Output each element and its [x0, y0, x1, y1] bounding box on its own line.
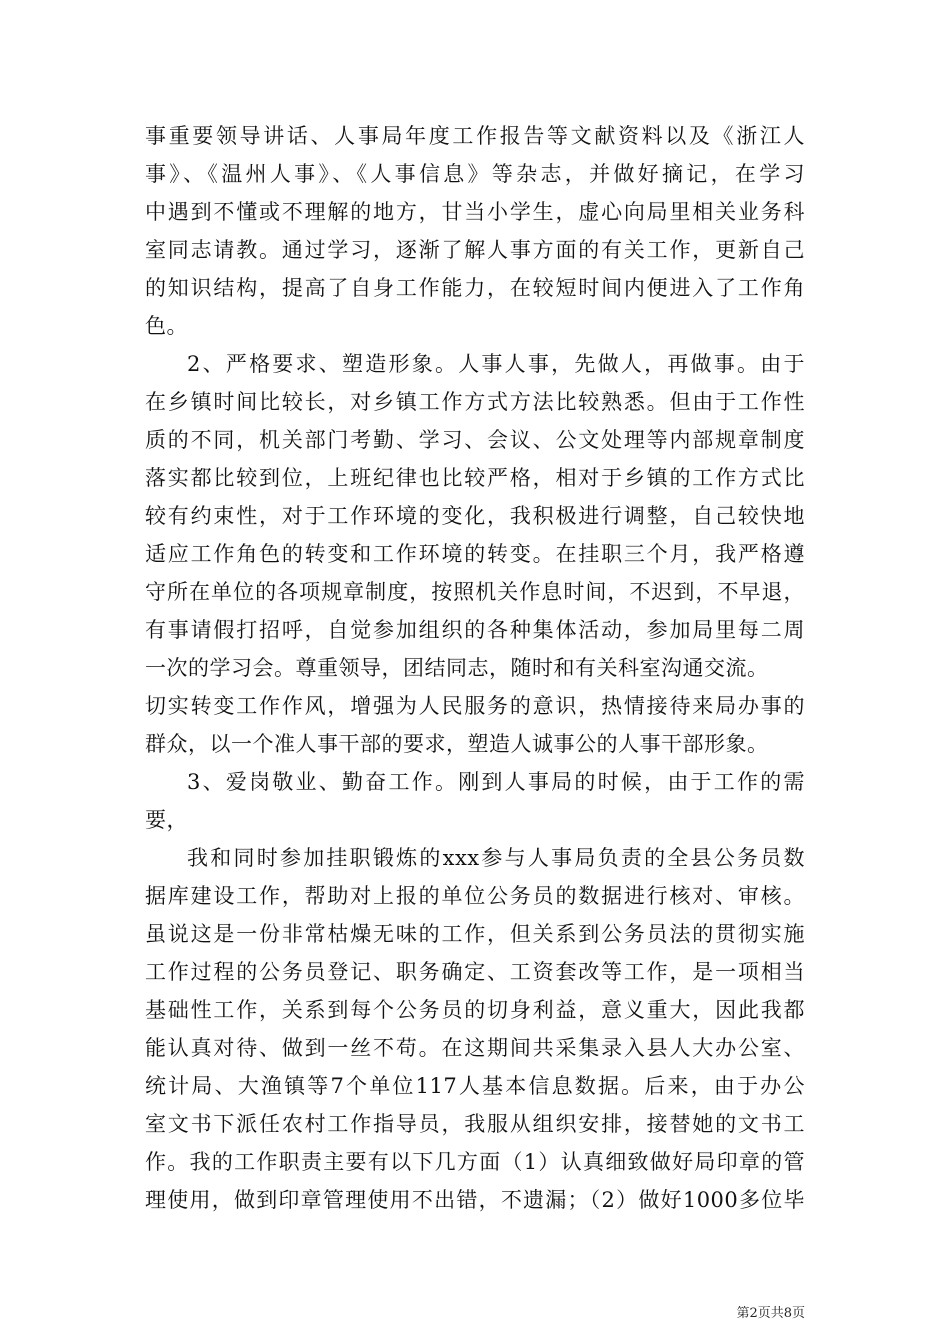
- text-line: 切实转变工作作风，增强为人民服务的意识，热情接待来局办事的: [145, 694, 805, 718]
- text-line: 守所在单位的各项规章制度，按照机关作息时间，不迟到，不早退，: [145, 580, 805, 604]
- text-line: 群众，以一个准人事干部的要求，塑造人诚事公的人事干部形象。: [145, 732, 769, 756]
- text-line: 事重要领导讲话、人事局年度工作报告等文献资料以及《浙江人: [145, 124, 805, 148]
- text-line: 适应工作角色的转变和工作环境的转变。在挂职三个月，我严格遵: [145, 542, 805, 566]
- text-line: 作。我的工作职责主要有以下几方面（1）认真细致做好局印章的管: [145, 1150, 805, 1174]
- text-line: 工作过程的公务员登记、职务确定、工资套改等工作，是一项相当: [145, 960, 805, 984]
- text-line: 质的不同，机关部门考勤、学习、会议、公文处理等内部规章制度: [145, 428, 805, 452]
- page-number: 第2页共8页: [736, 1306, 805, 1321]
- text-line: 我和同时参加挂职锻炼的xxx参与人事局负责的全县公务员数: [187, 846, 805, 870]
- text-line: 2、严格要求、塑造形象。人事人事，先做人，再做事。由于: [187, 352, 805, 376]
- text-line: 落实都比较到位，上班纪律也比较严格，相对于乡镇的工作方式比: [145, 466, 805, 490]
- text-line: 要，: [145, 808, 188, 832]
- text-line: 室同志请教。通过学习，逐渐了解人事方面的有关工作，更新自己: [145, 238, 805, 262]
- text-line: 有事请假打招呼，自觉参加组织的各种集体活动，参加局里每二周: [145, 618, 805, 642]
- text-line: 色。: [145, 314, 188, 338]
- text-line: 较有约束性，对于工作环境的变化，我积极进行调整，自己较快地: [145, 504, 805, 528]
- text-line: 一次的学习会。尊重领导，团结同志，随时和有关科室沟通交流。: [145, 656, 769, 680]
- text-line: 统计局、大渔镇等7个单位117人基本信息数据。后来，由于办公: [145, 1074, 805, 1098]
- text-line: 在乡镇时间比较长，对乡镇工作方式方法比较熟悉。但由于工作性: [145, 390, 805, 414]
- text-line: 的知识结构，提高了自身工作能力，在较短时间内便进入了工作角: [145, 276, 805, 300]
- text-line: 室文书下派任农村工作指导员，我服从组织安排，接替她的文书工: [145, 1112, 805, 1136]
- text-line: 基础性工作，关系到每个公务员的切身利益，意义重大，因此我都: [145, 998, 805, 1022]
- text-line: 据库建设工作，帮助对上报的单位公务员的数据进行核对、审核。: [145, 884, 805, 908]
- text-line: 虽说这是一份非常枯燥无味的工作，但关系到公务员法的贯彻实施: [145, 922, 805, 946]
- text-line: 事》、《温州人事》、《人事信息》等杂志，并做好摘记，在学习: [145, 162, 805, 186]
- text-line: 中遇到不懂或不理解的地方，甘当小学生，虚心向局里相关业务科: [145, 200, 805, 224]
- text-line: 理使用，做到印章管理使用不出错，不遗漏；（2）做好1000多位毕: [145, 1188, 805, 1212]
- text-line: 3、爱岗敬业、勤奋工作。刚到人事局的时候，由于工作的需: [187, 770, 805, 794]
- text-line: 能认真对待、做到一丝不苟。在这期间共采集录入县人大办公室、: [145, 1036, 805, 1060]
